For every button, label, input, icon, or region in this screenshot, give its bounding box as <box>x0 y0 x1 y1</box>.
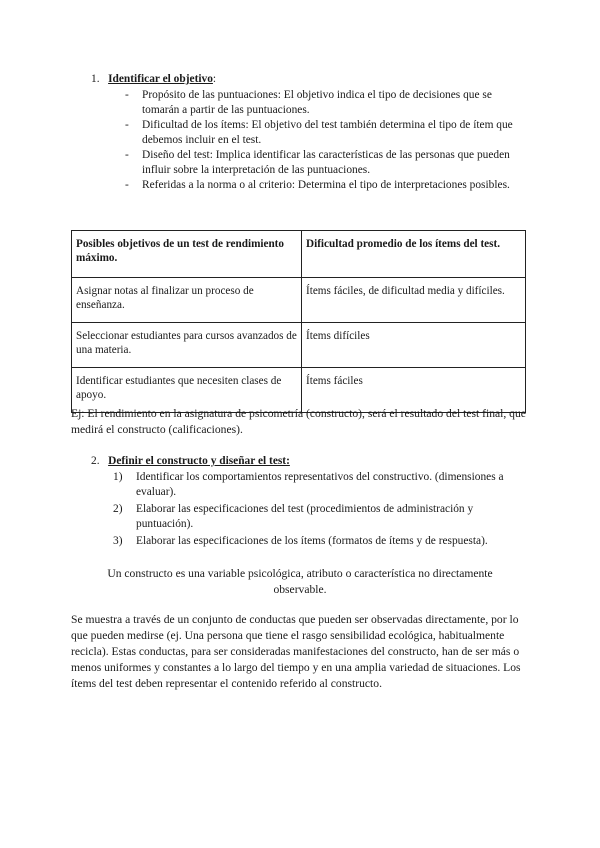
list-item <box>113 534 531 549</box>
table-cell: Asignar notas al finalizar un proceso de enseñanza. <box>72 278 302 323</box>
table-header-objectives: Posibles objetivos de un test de rendimiento máximo. <box>72 231 302 278</box>
table-cell: Ítems difíciles <box>302 323 526 368</box>
section-1-bullet-list <box>125 88 525 193</box>
construct-paragraph: Se muestra a través de un conjunto de conductas que pueden ser observadas directamente, por lo que pueden medirse (ej. Una persona que tiene el rasgo sensibilidad ecológica, habitualmente recicla). Estas conductas, para ser consideradas manifestaciones del constructo, han de ser más o menos uniformes y constantes a lo largo del tiempo y en una amplia variedad de situaciones. Los ítems del test deben representar el contenido referido al constructo. <box>71 613 521 690</box>
bullet-item: - Propósito de las puntuaciones: El objetivo indica el tipo de decisiones que se tomarán a partir de las puntuaciones. <box>125 88 525 118</box>
list-item-text: Identificar los comportamientos representativos del constructivo. (dimensiones a evaluar). <box>136 471 504 498</box>
example-paragraph: Ej: El rendimiento en la asignatura de psicometría (constructo), será el resultado del test final, que medirá el constructo (calificaciones). <box>71 407 526 436</box>
section-2-list <box>113 470 531 549</box>
list-item <box>113 470 531 500</box>
section-1-heading <box>91 72 216 87</box>
table-cell: Ítems fáciles, de dificultad media y difíciles. <box>302 278 526 323</box>
section-2-title: Definir el constructo y diseñar el test: <box>108 455 290 467</box>
section-1-number: 1. <box>91 73 100 85</box>
list-item-text: Elaborar las especificaciones de los ítems (formatos de ítems y de respuesta). <box>136 535 488 547</box>
section-2-number: 2. <box>91 455 100 467</box>
list-item <box>113 502 531 532</box>
section-1-title: Identificar el objetivo <box>108 73 213 85</box>
table-row <box>72 278 526 323</box>
list-item-text: Elaborar las especificaciones del test (procedimientos de administración y puntuación). <box>136 503 474 530</box>
construct-definition: Un constructo es una variable psicológica, atributo o característica no directamente observable. <box>107 567 493 596</box>
objectives-table <box>71 230 526 413</box>
table-header-difficulty: Dificultad promedio de los ítems del test. <box>302 231 526 278</box>
bullet-item: - Referidas a la norma o al criterio: Determina el tipo de interpretaciones posibles. <box>125 178 525 193</box>
table-cell: Ítems fáciles <box>302 368 526 413</box>
list-item-number: 1) <box>113 471 123 483</box>
table-cell: Identificar estudiantes que necesiten clases de apoyo. <box>72 368 302 413</box>
section-2-heading <box>91 454 290 469</box>
table-header-row <box>72 231 526 278</box>
list-item-number: 3) <box>113 535 123 547</box>
bullet-item: - Diseño del test: Implica identificar las características de las personas que pueden influir sobre la interpretación de las puntuaciones. <box>125 148 525 178</box>
section-1-colon: : <box>212 73 217 85</box>
bullet-item: - Dificultad de los ítems: El objetivo del test también determina el tipo de ítem que debemos incluir en el test. <box>125 118 525 148</box>
list-item-number: 2) <box>113 503 123 515</box>
table-row <box>72 323 526 368</box>
table-cell: Seleccionar estudiantes para cursos avanzados de una materia. <box>72 323 302 368</box>
